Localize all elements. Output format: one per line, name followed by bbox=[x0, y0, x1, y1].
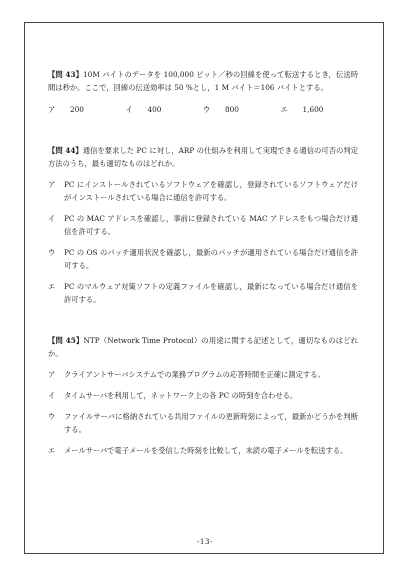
choice-i[interactable]: イ タイムサーバを利用して，ネットワーク上の各 PC の時刻を合わせる。 bbox=[48, 391, 298, 400]
choice-i[interactable]: イ PC の MAC アドレスを確認し，事前に登録されている MAC アドレスをもつ場合だけ通信を許可する。 bbox=[48, 214, 358, 236]
question-44-number: 【問 44】 bbox=[48, 146, 83, 155]
choice-e[interactable]: エ メールサーバで電子メールを受信した時刻を比較して，未読の電子メールを転送する。 bbox=[48, 446, 348, 455]
question-content bbox=[48, 68, 358, 457]
page-number: -13- bbox=[197, 538, 213, 546]
question-43-stem bbox=[48, 68, 358, 94]
choice-a[interactable]: ア PC にインストールされているソフトウェアを確認し，登録されているソフトウェアだけがインストールされている場合に通信を許可する。 bbox=[48, 180, 358, 202]
question-44-text: 通信を要求した PC に対し，ARP の仕組みを利用して実現できる通信の可否の判定方法のうち，最も適切なものはどれか。 bbox=[48, 146, 358, 168]
question-45 bbox=[48, 334, 358, 457]
question-45-text: NTP（Network Time Protocol）の用途に関する記述として，適切なものはどれか。 bbox=[48, 336, 358, 358]
choice-u[interactable]: ウ ファイルサーバに格納されている共用ファイルの更新時刻によって，最新かどうかを判断する。 bbox=[48, 412, 358, 434]
choice-e[interactable]: エ PC のマルウェア対策ソフトの定義ファイルを確認し，最新になっている場合だけ通信を許可する。 bbox=[48, 282, 358, 304]
choice-a[interactable]: ア クライアントサーバシステムでの業務プログラムの応答時間を正確に測定する。 bbox=[48, 370, 325, 379]
choice-u[interactable]: ウ PC の OS のパッチ適用状況を確認し，最新のパッチが適用されている場合だけ通信を許可する。 bbox=[48, 248, 358, 270]
question-43 bbox=[48, 68, 358, 116]
question-45-number: 【問 45】 bbox=[48, 336, 84, 345]
choice-e[interactable]: エ 1,600 bbox=[280, 105, 324, 114]
question-45-stem bbox=[48, 334, 358, 360]
choice-u[interactable]: ウ 800 bbox=[203, 105, 239, 114]
question-43-text: 10M バイトのデータを 100,000 ビット／秒の回線を使って転送するとき，伝送時間は秒か。ここで，回線の伝送効率は 50 %とし，1 M バイト＝106 バイトとする。 bbox=[48, 70, 358, 92]
question-44-stem bbox=[48, 144, 358, 170]
choice-i[interactable]: イ 400 bbox=[125, 105, 162, 114]
choice-a[interactable]: ア 200 bbox=[48, 105, 84, 114]
question-44 bbox=[48, 144, 358, 306]
question-43-choices bbox=[48, 103, 358, 116]
question-43-number: 【問 43】 bbox=[48, 70, 84, 79]
